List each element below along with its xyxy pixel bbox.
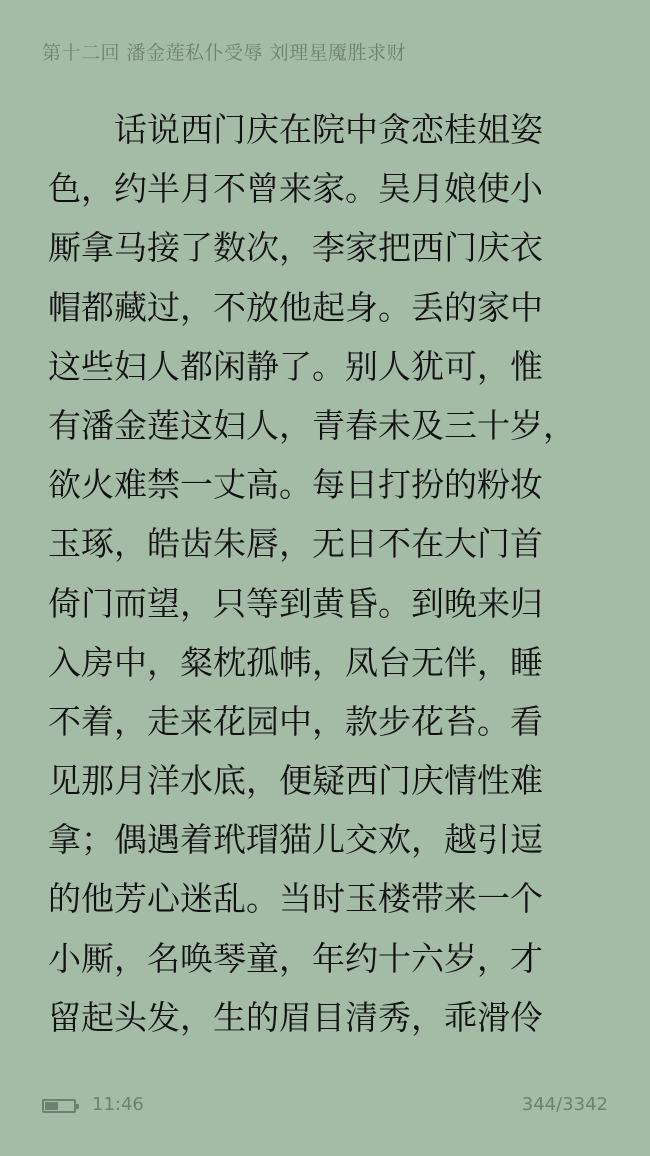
text-line: 话说西门庆在院中贪恋桂姐姿 [48,110,543,149]
battery-icon [42,1099,76,1113]
text-line: 留起头发，生的眉目清秀，乖滑伶 [48,997,543,1037]
text-line: 帽都藏过，不放他起身。丢的家中 [48,287,543,327]
page-text [48,100,608,1047]
text-line: 拿；偶遇着玳瑁猫儿交欢，越引逗 [48,820,543,860]
text-line: 入房中，粲枕孤帏，凤台无伴，睡 [48,642,543,682]
chapter-title: 第十二回 潘金莲私仆受辱 刘理星魇胜求财 [42,42,407,64]
battery-tip [76,1104,79,1109]
text-line: 色，约半月不曾来家。吴月娘使小 [48,169,543,209]
text-line: 的他芳心迷乱。当时玉楼带来一个 [48,879,543,919]
text-line: 见那月洋水底，便疑西门庆情性难 [48,761,543,801]
battery-level-fill [45,1102,58,1110]
page-counter: 344/3342 [521,1094,608,1115]
clock-time: 11:46 [92,1094,144,1115]
status-footer [0,1094,650,1124]
text-line: 不着，走来花园中，款步花苔。看 [48,701,543,741]
text-line: 倚门而望，只等到黄昏。到晚来归 [48,583,543,623]
text-line: 小厮，名唤琴童，年约十六岁，才 [48,938,543,978]
text-line: 有潘金莲这妇人，青春未及三十岁， [48,405,576,445]
text-line: 欲火难禁一丈高。每日打扮的粉妆 [48,465,543,505]
text-line: 玉琢，皓齿朱唇，无日不在大门首 [48,524,543,564]
text-line: 厮拿马接了数次，李家把西门庆衣 [48,228,543,268]
text-line: 这些妇人都闲静了。别人犹可，惟 [48,346,543,386]
